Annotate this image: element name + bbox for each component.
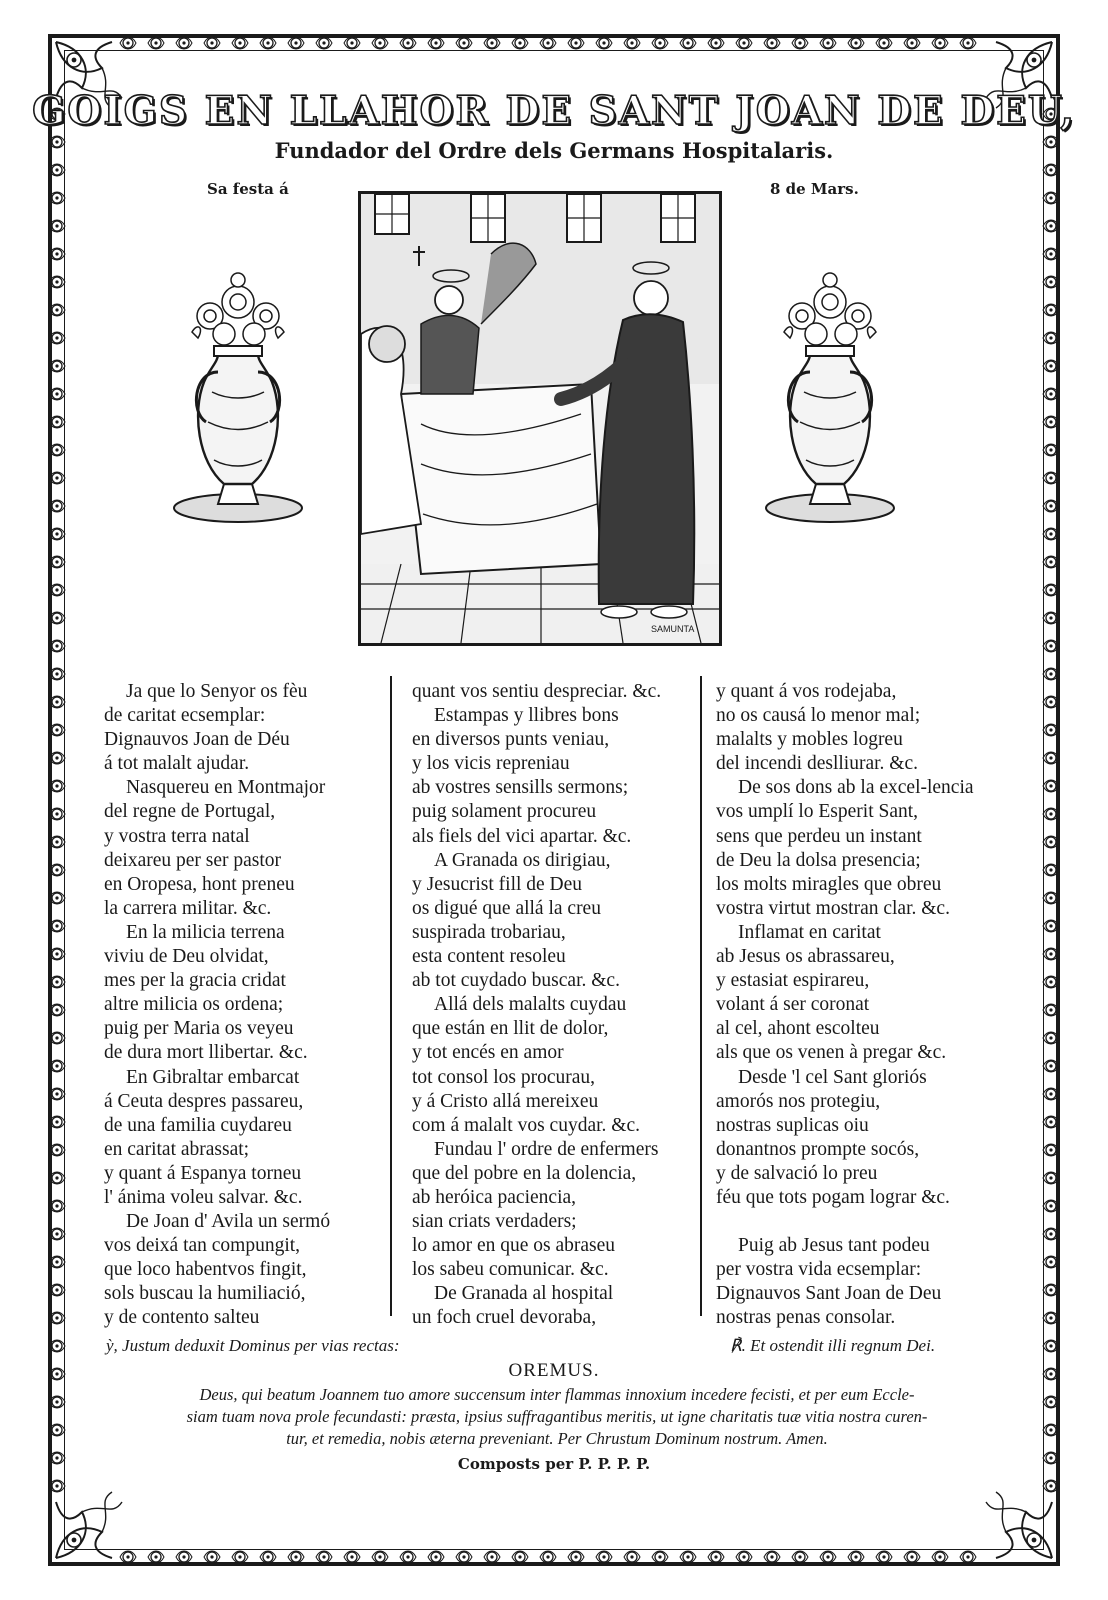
verse-line: vos umplí lo Esperit Sant,	[716, 801, 919, 823]
verse-line: Fundau l' ordre de enfermers	[434, 1138, 659, 1160]
verse-line: los molts miragles que obreu	[716, 873, 942, 895]
verse-line: l' ánima voleu salvar. &c.	[104, 1186, 303, 1208]
page-subtitle: Fundador del Ordre dels Germans Hospitalaris.	[274, 138, 834, 163]
verse-line: donantnos prompte socós,	[716, 1138, 920, 1160]
verse-line: del incendi deslliurar. &c.	[716, 753, 918, 775]
verse-line: amorós nos protegiu,	[716, 1090, 881, 1112]
verse-line: Inflamat en caritat	[738, 921, 881, 943]
verse-line: y quant á Espanya torneu	[104, 1162, 302, 1184]
verse-line: lo amor en que os abraseu	[412, 1235, 616, 1257]
verse-line: quant vos sentiu despreciar. &c.	[412, 681, 662, 702]
verse-line: De Joan d' Avila un sermó	[126, 1211, 331, 1233]
verse-line: A Granada os dirigiau,	[434, 849, 611, 871]
verse-line: De sos dons ab la excel-lencia	[738, 777, 974, 799]
versicle-text: ỳ, Justum deduxit Dominus per vias rectas:	[106, 1336, 400, 1355]
verse-line: en Oropesa, hont preneu	[104, 873, 295, 895]
verse-line: viviu de Deu olvidat,	[104, 946, 269, 968]
verse-line: los sabeu comunicar. &c.	[412, 1259, 609, 1281]
verse-line: malalts y mobles logreu	[716, 729, 903, 751]
verse-line: com á malalt vos cuydar. &c.	[412, 1114, 640, 1136]
verse-line: En la milicia terrena	[126, 921, 285, 943]
verse-line: de Deu la dolsa presencia;	[716, 849, 921, 871]
verse-line: y de contento salteu	[104, 1307, 260, 1329]
verse-line: y vostra terra natal	[104, 825, 250, 847]
saint-engraving	[358, 191, 722, 646]
verse-line: sols buscau la humiliació,	[104, 1283, 306, 1305]
verse-line: tot consol los procurau,	[412, 1066, 596, 1088]
verse-line: y á Cristo allá mereixeu	[412, 1090, 599, 1112]
oremus-line: Deus, qui beatum Joannem tuo amore succensum inter flammas innoxium incedere fecisti, et per eum Eccle-	[199, 1385, 915, 1404]
flower-vase-icon	[168, 272, 308, 528]
verse-line: vos deixá tan compungit,	[104, 1235, 301, 1257]
verse-line: Dignauvos Sant Joan de Deu	[716, 1283, 942, 1305]
verse-line: en caritat abrassat;	[104, 1138, 250, 1160]
verse-line: la carrera militar. &c.	[104, 897, 272, 919]
verse-line: nostras penas consolar.	[716, 1307, 896, 1329]
verse-line: á Ceuta despres passareu,	[104, 1090, 304, 1112]
verse-line: puig per Maria os veyeu	[104, 1018, 294, 1040]
verse-line: un foch cruel devoraba,	[412, 1307, 597, 1329]
verse-line: puig solament procureu	[412, 801, 597, 823]
verse-line: als fiels del vici apartar. &c.	[412, 825, 632, 847]
verse-column-2	[412, 680, 661, 1331]
verse-line: volant á ser coronat	[716, 994, 870, 1016]
verse-line: os digué que allá la creu	[412, 897, 601, 919]
verse-column-1	[104, 680, 330, 1331]
verse-line: y estasiat espirareu,	[716, 970, 870, 992]
oremus-heading: OREMUS.	[508, 1360, 600, 1381]
oremus-line: tur, et remedia, nobis æterna preveniant. Per Chrustum Dominum nostrum. Amen.	[286, 1429, 828, 1448]
verse-line: Nasquereu en Montmajor	[126, 777, 326, 799]
verse-line: y de salvació lo preu	[716, 1162, 878, 1184]
column-divider	[700, 676, 702, 1316]
verse-line: no os causá lo menor mal;	[716, 705, 921, 727]
verse-line	[716, 1210, 974, 1234]
feast-label-right: 8 de Mars.	[770, 180, 859, 198]
verse-line: sian criats verdaders;	[412, 1211, 577, 1233]
verse-line: del regne de Portugal,	[104, 801, 276, 823]
verse-line: esta content resoleu	[412, 946, 566, 968]
verse-line: de una familia cuydareu	[104, 1114, 292, 1136]
response-text: ℟. Et ostendit illi regnum Dei.	[730, 1336, 936, 1355]
verse-line: á tot malalt ajudar.	[104, 753, 250, 775]
verse-line: que del pobre en la dolencia,	[412, 1162, 637, 1184]
verse-line: que están en llit de dolor,	[412, 1018, 609, 1040]
oremus-prayer	[112, 1384, 1002, 1450]
verse-line: ab Jesus os abrassareu,	[716, 946, 895, 968]
composts-credit: Composts per P. P. P. P.	[457, 1455, 651, 1473]
verse-line: mes per la gracia cridat	[104, 970, 286, 992]
verse-line: Ja que lo Senyor os fèu	[126, 681, 308, 702]
verse-line: que loco habentvos fingit,	[104, 1259, 307, 1281]
verse-line: Estampas y llibres bons	[434, 705, 619, 727]
verse-line: per vostra vida ecsemplar:	[716, 1259, 922, 1281]
verse-line: de dura mort llibertar. &c.	[104, 1042, 308, 1064]
verse-line: ab vostres sensills sermons;	[412, 777, 629, 799]
verse-line: y tot encés en amor	[412, 1042, 564, 1064]
verse-line: y quant á vos rodejaba,	[716, 681, 897, 702]
page-title: GOIGS EN LLAHOR DE SANT JOAN DE DEU,	[32, 88, 1076, 134]
verse-line: Puig ab Jesus tant podeu	[738, 1235, 930, 1257]
oremus-line: siam tuam nova prole fecundasti: præsta, ipsius suffragantibus meritis, ut igne charitatis tuæ vitia nostra curen-	[186, 1407, 928, 1426]
verse-line: vostra virtut mostran clar. &c.	[716, 897, 950, 919]
flower-vase-icon	[760, 272, 900, 528]
verse-line: sens que perdeu un instant	[716, 825, 922, 847]
verse-line: y Jesucrist fill de Deu	[412, 873, 583, 895]
verse-line: y los vicis repreniau	[412, 753, 570, 775]
verse-line: al cel, ahont escolteu	[716, 1018, 880, 1040]
verse-line: féu que tots pogam lograr &c.	[716, 1186, 950, 1208]
column-divider	[390, 676, 392, 1316]
verse-line: De Granada al hospital	[434, 1283, 614, 1305]
engraver-signature: SAMUNTA	[651, 624, 695, 634]
verse-line: en diversos punts veniau,	[412, 729, 610, 751]
verse-line: ab heróica paciencia,	[412, 1186, 577, 1208]
verse-line: Dignauvos Joan de Déu	[104, 729, 290, 751]
verse-line: als que os venen à pregar &c.	[716, 1042, 947, 1064]
verse-line: ab tot cuydado buscar. &c.	[412, 970, 620, 992]
verse-line: Allá dels malalts cuydau	[434, 994, 627, 1016]
verse-line: deixareu per ser pastor	[104, 849, 282, 871]
verse-line: altre milicia os ordena;	[104, 994, 284, 1016]
verse-line: de caritat ecsemplar:	[104, 705, 266, 727]
verse-line: En Gibraltar embarcat	[126, 1066, 300, 1088]
verse-column-3	[716, 680, 974, 1331]
verse-line: Desde 'l cel Sant gloriós	[738, 1066, 927, 1088]
verse-line: suspirada trobariau,	[412, 921, 566, 943]
feast-label-left: Sa festa á	[207, 180, 289, 198]
verse-line: nostras suplicas oiu	[716, 1114, 869, 1136]
